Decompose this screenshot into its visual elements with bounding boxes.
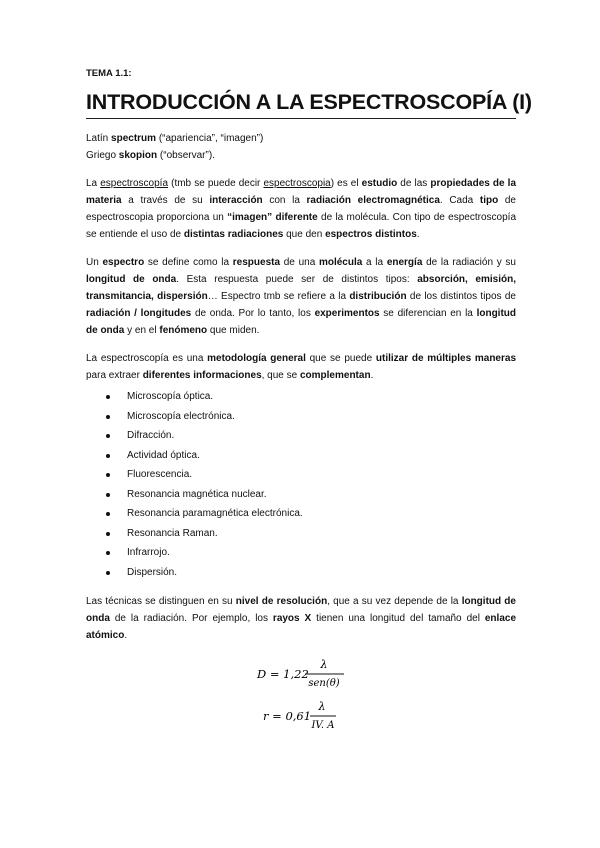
text-run: . — [124, 630, 128, 641]
text-run: . — [370, 370, 374, 381]
bold-term: estudio — [361, 178, 398, 189]
formula-resolution-d — [256, 658, 344, 689]
paragraph-definition — [86, 175, 516, 243]
bold-term: experimentos — [314, 308, 380, 319]
formula-numerator: λ — [318, 700, 326, 713]
text-run: de las — [397, 178, 431, 189]
text-run: , que se — [261, 370, 300, 381]
list-item: Dispersión. — [86, 563, 516, 583]
bold-term: skopion — [118, 150, 158, 161]
etymology-latin — [86, 130, 516, 147]
etymology-greek — [86, 147, 516, 164]
text-run: para extraer — [86, 370, 143, 381]
bold-term: distribución — [349, 291, 407, 302]
bold-term: utilizar de múltiples maneras — [375, 353, 517, 364]
text-run: que den — [283, 229, 326, 240]
text-run: de espectroscopia proporciona un — [86, 195, 516, 223]
bold-term: radiación / longitudes — [86, 308, 192, 319]
formula-lhs: r = 0,61 — [263, 709, 312, 723]
text-run: ) es el — [330, 178, 362, 189]
formulas-block — [86, 655, 516, 735]
bold-term: complementan — [299, 370, 371, 381]
text-run: con la — [262, 195, 307, 206]
page-title: INTRODUCCIÓN A LA ESPECTROSCOPÍA (I) — [86, 90, 532, 114]
text-run: de la molécula. Con tipo de espectroscopía se entiende el uso de — [86, 212, 517, 240]
text-run: tienen una longitud del tamaño del — [311, 613, 485, 624]
bold-term: fenómeno — [159, 325, 208, 336]
bold-term: espectros distintos — [325, 229, 417, 240]
text-run: . Esta respuesta puede ser de distintos tipos: — [176, 274, 418, 285]
text-run: Un — [86, 257, 103, 268]
text-run: Griego — [86, 150, 119, 161]
bold-term: “imagen” diferente — [227, 212, 318, 223]
text-run: , que a su vez depende de la — [327, 596, 462, 607]
underlined-term: espectroscopia — [263, 178, 331, 189]
bold-term: diferentes informaciones — [142, 370, 262, 381]
bold-term: metodología general — [207, 353, 306, 364]
text-run: que miden. — [207, 325, 260, 336]
list-item: Difracción. — [86, 426, 516, 446]
list-item: Actividad óptica. — [86, 446, 516, 466]
text-run: se define como la — [144, 257, 233, 268]
list-item: Infrarrojo. — [86, 543, 516, 563]
methods-list — [86, 387, 516, 582]
text-run: . — [416, 229, 420, 240]
list-item: Resonancia magnética nuclear. — [86, 485, 516, 505]
list-item: Microscopía óptica. — [86, 387, 516, 407]
paragraph-spectrum — [86, 254, 516, 339]
formula-denominator: sen(θ) — [308, 678, 340, 689]
text-run: La — [86, 178, 101, 189]
text-run: . Cada — [439, 195, 480, 206]
formula-resolution-r — [263, 700, 336, 731]
formula-numerator: λ — [320, 658, 328, 671]
bold-term: longitud de onda — [86, 596, 516, 624]
bold-term: absorción, emisión, transmitancia, dispersión — [86, 274, 516, 302]
text-run: a través de su — [121, 195, 210, 206]
text-run: que se puede — [305, 353, 376, 364]
formula-lhs: D = 1,22 — [257, 667, 309, 681]
document-page — [86, 68, 532, 735]
bold-term: spectrum — [111, 133, 157, 144]
text-run: a la — [362, 257, 387, 268]
text-run: Latín — [86, 133, 112, 144]
bold-term: radiación electromagnética — [306, 195, 440, 206]
bold-term: tipo — [479, 195, 499, 206]
list-item: Microscopía electrónica. — [86, 407, 516, 427]
bold-term: longitud de onda — [86, 308, 517, 336]
bold-term: espectro — [102, 257, 145, 268]
text-run: Las técnicas se distinguen en su — [86, 596, 236, 607]
paragraph-methodology — [86, 350, 516, 384]
bold-term: enlace atómico — [86, 613, 517, 641]
text-run: (tmb se puede decir — [168, 178, 264, 189]
text-run: de los distintos tipos de — [406, 291, 516, 302]
bold-term: propiedades de la materia — [86, 178, 516, 206]
bold-term: longitud de onda — [86, 274, 177, 285]
bold-term: rayos X — [272, 613, 312, 624]
text-run: de la radiación y su — [422, 257, 516, 268]
text-run: de una — [280, 257, 319, 268]
text-run: (“observar”). — [157, 150, 215, 161]
topic-label: TEMA 1.1: — [86, 68, 132, 79]
formula-denominator: IV. A — [311, 720, 335, 731]
etymology-block — [86, 130, 516, 164]
bold-term: distintas radiaciones — [183, 229, 284, 240]
list-item: Fluorescencia. — [86, 465, 516, 485]
title-divider — [86, 118, 516, 119]
text-run: de la radiación. Por ejemplo, los — [109, 613, 273, 624]
text-run: (“apariencia”, “imagen”) — [156, 133, 264, 144]
list-item: Resonancia Raman. — [86, 524, 516, 544]
paragraph-resolution — [86, 593, 516, 644]
bold-term: respuesta — [232, 257, 281, 268]
text-run: de onda. Por lo tanto, los — [191, 308, 315, 319]
bold-term: nivel de resolución — [235, 596, 328, 607]
list-item: Resonancia paramagnética electrónica. — [86, 504, 516, 524]
underlined-term: espectroscopía — [100, 178, 169, 189]
text-run: … Espectro tmb se refiere a la — [207, 291, 350, 302]
text-run: La espectroscopía es una — [86, 353, 208, 364]
bold-term: molécula — [318, 257, 363, 268]
bold-term: interacción — [209, 195, 263, 206]
formulas-svg — [86, 655, 516, 735]
bold-term: energía — [386, 257, 423, 268]
text-run: se diferencian en la — [379, 308, 477, 319]
text-run: y en el — [124, 325, 160, 336]
